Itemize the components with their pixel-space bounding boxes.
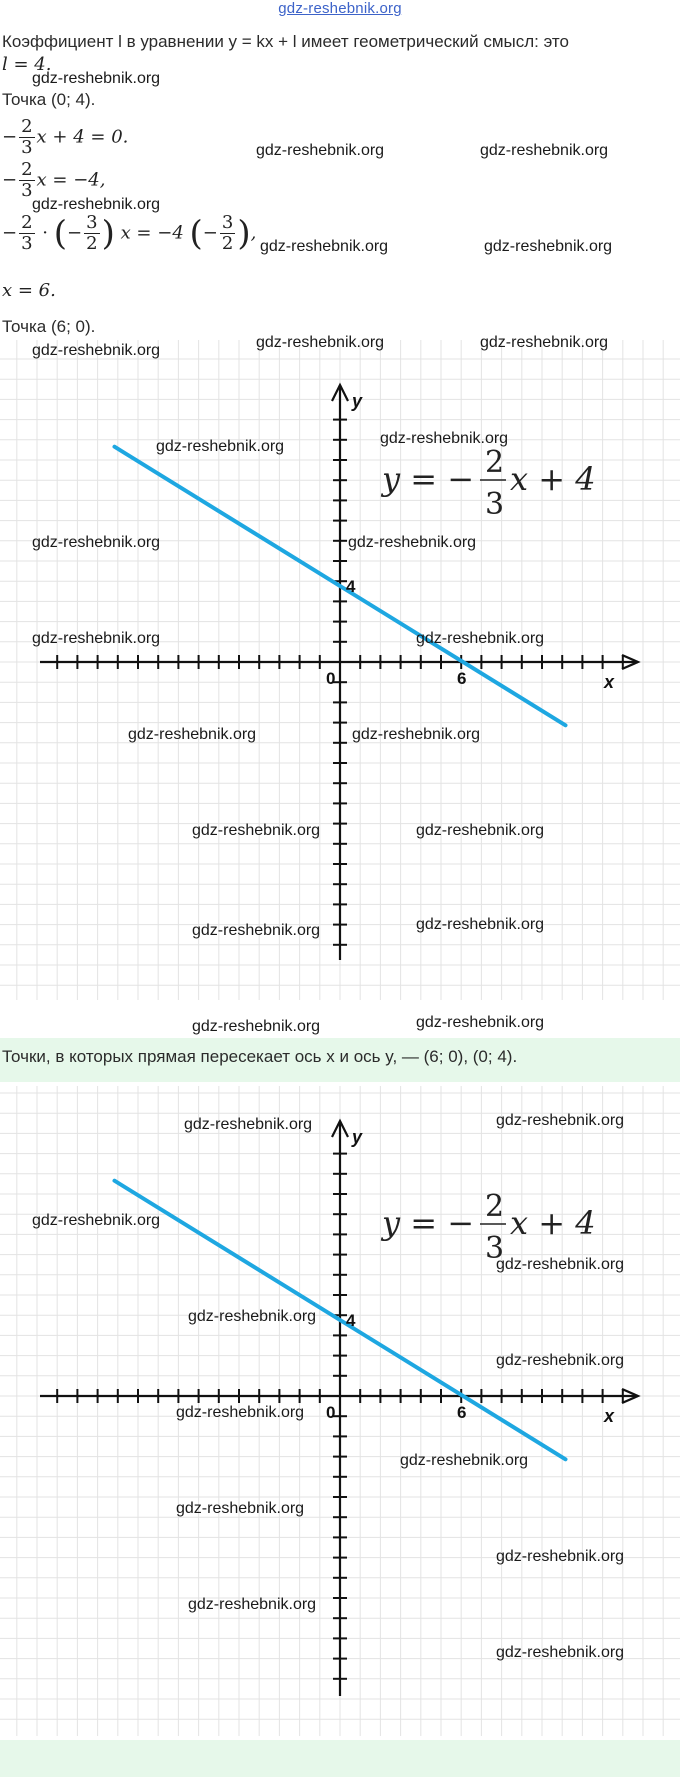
origin-label: 0 (326, 669, 336, 688)
watermark-text: gdz-reshebnik.org (192, 822, 321, 839)
watermark-text: gdz-reshebnik.org (496, 1256, 625, 1273)
x-axis-label: x (604, 672, 615, 692)
watermark-text: gdz-reshebnik.org (32, 1212, 161, 1229)
watermark-text: gdz-reshebnik.org (32, 534, 161, 551)
equation-numerator: 2 (485, 445, 505, 480)
watermark-text: gdz-reshebnik.org (184, 1116, 313, 1133)
watermark-text: gdz-reshebnik.org (380, 430, 509, 447)
origin-label: 0 (326, 1403, 336, 1422)
l-equals-4: l = 4. (2, 54, 52, 75)
watermark-text: gdz-reshebnik.org (32, 70, 161, 87)
frac-den: 3 (21, 137, 33, 158)
watermark-text: gdz-reshebnik.org (416, 916, 545, 933)
answer-text: Точки, в которых прямая пересекает ось x и ось y, — (6; 0), (0; 4). (2, 1047, 518, 1066)
watermark-text: gdz-reshebnik.org (188, 1596, 317, 1613)
watermark-text: gdz-reshebnik.org (484, 238, 613, 255)
x-tick-label-6: 6 (457, 1403, 467, 1422)
equation-1: − $\frac{2}{3}$ x + 4 = 0. (2, 116, 129, 158)
frac-den: 3 (21, 233, 33, 254)
x-axis-label: x (604, 1406, 615, 1426)
equation-suffix: x + 4 (510, 1204, 596, 1242)
graph-2 (0, 1086, 680, 1736)
watermark-text: gdz-reshebnik.org (348, 534, 477, 551)
point-0-4-text: Точка (0; 4). (2, 90, 96, 109)
watermark-text: gdz-reshebnik.org (256, 334, 385, 351)
watermark-text: gdz-reshebnik.org (352, 726, 481, 743)
watermark-text: gdz-reshebnik.org (176, 1404, 305, 1421)
equation-2-tail: x = −4, (36, 169, 106, 191)
watermark-text: gdz-reshebnik.org (496, 1644, 625, 1661)
equation-3-mid: x = −4 (120, 222, 184, 244)
equation-prefix: y = − (382, 460, 475, 498)
watermark-text: gdz-reshebnik.org (176, 1500, 305, 1517)
watermark-text: gdz-reshebnik.org (32, 196, 161, 213)
equation-suffix: x + 4 (510, 460, 596, 498)
site-title-link[interactable]: gdz-reshebnik.org (278, 0, 402, 17)
watermark-text: gdz-reshebnik.org (496, 1352, 625, 1369)
coefficient-text: Коэффициент l в уравнении y = kx + l имеет геометрический смысл: это (2, 32, 569, 51)
watermark-text: gdz-reshebnik.org (480, 334, 609, 351)
frac-den: 3 (21, 180, 33, 201)
watermark-text: gdz-reshebnik.org (128, 726, 257, 743)
watermark-text: gdz-reshebnik.org (416, 1014, 545, 1031)
equation-prefix: y = − (382, 1204, 475, 1242)
watermark-text: gdz-reshebnik.org (192, 922, 321, 939)
watermark-text: gdz-reshebnik.org (192, 1018, 321, 1035)
watermark-text: gdz-reshebnik.org (416, 630, 545, 647)
y-axis-label: y (352, 391, 363, 411)
frac-num: 2 (21, 212, 33, 233)
equation-numerator: 2 (485, 1189, 505, 1224)
frac-num: 3 (221, 212, 234, 233)
frac-num: 2 (21, 116, 33, 137)
watermark-text: gdz-reshebnik.org (32, 342, 161, 359)
watermark-text: gdz-reshebnik.org (156, 438, 285, 455)
frac-den: 2 (86, 233, 98, 254)
watermark-text: gdz-reshebnik.org (188, 1308, 317, 1325)
x-tick-label-6: 6 (457, 669, 467, 688)
watermark-text: gdz-reshebnik.org (32, 630, 161, 647)
watermark-text: gdz-reshebnik.org (260, 238, 389, 255)
equation-1-tail: x + 4 = 0. (36, 126, 129, 148)
graph-1 (0, 340, 680, 1000)
frac-den: 2 (221, 233, 234, 254)
equation-2: − $\frac{2}{3}$ x = −4, (2, 159, 106, 201)
equation-3: − $\frac{2}{3}$ · (− $\frac{3}{2}$ ) x = −4 (− $\frac{3}{2}$ ), (2, 212, 257, 254)
watermark-text: gdz-reshebnik.org (256, 142, 385, 159)
y-tick-label-4: 4 (346, 1311, 356, 1330)
frac-num: 3 (86, 212, 98, 233)
point-6-0-text: Точка (6; 0). (2, 317, 96, 336)
watermark-text: gdz-reshebnik.org (416, 822, 545, 839)
y-tick-label-4: 4 (346, 577, 356, 596)
bottom-band (0, 1740, 680, 1777)
watermark-text: gdz-reshebnik.org (496, 1548, 625, 1565)
y-axis-label: y (352, 1127, 363, 1147)
watermark-text: gdz-reshebnik.org (496, 1112, 625, 1129)
frac-num: 2 (21, 159, 33, 180)
watermark-text: gdz-reshebnik.org (400, 1452, 529, 1469)
equation-denominator: 3 (485, 1231, 505, 1266)
equation-denominator: 3 (485, 487, 505, 522)
watermark-text: gdz-reshebnik.org (480, 142, 609, 159)
equation-4: x = 6. (2, 280, 56, 301)
